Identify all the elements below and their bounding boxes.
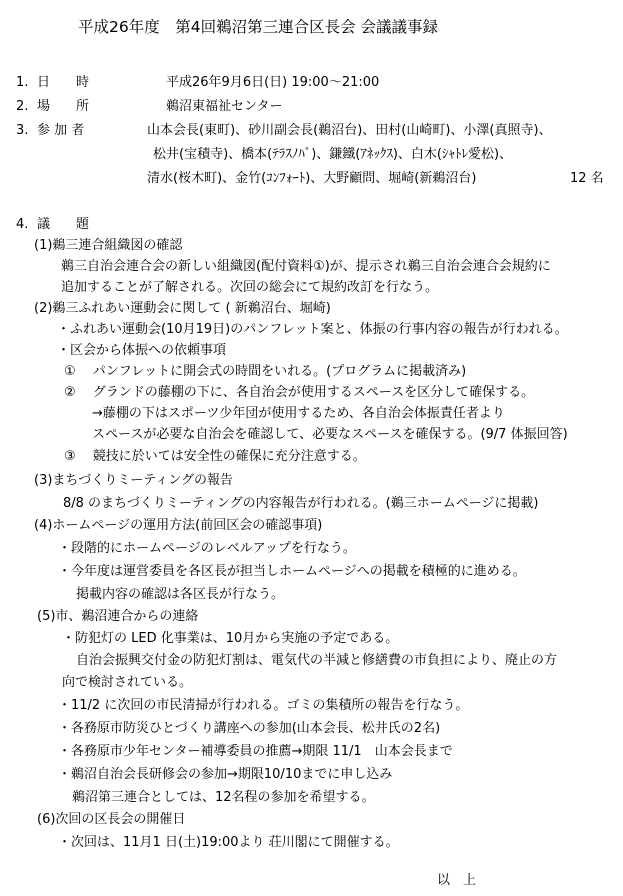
agenda-line: 鵜三自治会連合会の新しい組織図(配付資料①)が、提示され鵜三自治会連合会規約に <box>61 259 551 274</box>
agenda-line: ・11/2 に次回の市民清掃が行われる。ゴミの集積所の報告を行なう。 <box>58 698 469 713</box>
place-value: 鵜沼東福祉センター <box>166 99 283 114</box>
agenda-line: ② グランドの藤棚の下に、各自治会が使用するスペースを区分して確保する。 <box>64 385 535 400</box>
agenda-line: ① パンフレットに開会式の時間をいれる。(プログラムに掲載済み) <box>64 364 467 379</box>
item-number-date: 1. <box>16 75 29 90</box>
attendees-line: 清水(桜木町)、金竹(ｺﾝﾌｫｰﾄ)、大野顧問、堀崎(新鵜沼台) <box>147 171 477 186</box>
agenda-label: 議 題 <box>37 217 90 232</box>
agenda-line: 鵜沼第三連合としては、12名程の参加を希望する。 <box>72 790 375 805</box>
agenda-line: ・各務原市防災ひとづくり講座への参加(山本会長、松井氏の2名) <box>58 721 441 736</box>
attendees-line: 山本会長(東町)、砂川副会長(鵜沼台)、田村(山崎町)、小澤(真照寺)、 <box>147 123 552 138</box>
agenda-heading-4: (4)ホームページの運用方法(前回区会の確認事項) <box>34 518 323 533</box>
attendees-label: 参 加 者 <box>37 123 85 138</box>
place-label: 場 所 <box>37 99 90 114</box>
agenda-line: ・段階的にホームページのレベルアップを行なう。 <box>58 541 356 556</box>
agenda-line: 向で検討されている。 <box>62 675 193 690</box>
item-number-agenda: 4. <box>16 217 29 232</box>
agenda-line: ・次回は、11月1 日(土)19:00より 荘川閣にて開催する。 <box>58 835 399 850</box>
agenda-line: ③ 競技に於いては安全性の確保に充分注意する。 <box>64 449 366 464</box>
agenda-line: ・鵜沼自治会長研修会の参加→期限10/10までに申し込み <box>58 767 393 782</box>
agenda-line: 追加することが了解される。次回の総会にて規約改訂を行なう。 <box>61 280 439 295</box>
agenda-line: ・各務原市少年センター補導委員の推薦→期限 11/1 山本会長まで <box>58 744 453 759</box>
agenda-line: ・防犯灯の LED 化事業は、10月から実施の予定である。 <box>62 631 399 646</box>
date-value: 平成26年9月6日(日) 19:00～21:00 <box>166 75 380 90</box>
agenda-line: ・ふれあい運動会(10月19日)のパンフレット案と、体振の行事内容の報告が行われる。 <box>57 322 568 337</box>
agenda-heading-2: (2)鵜三ふれあい運動会に関して ( 新鵜沼台、堀崎) <box>34 301 331 316</box>
item-number-attendees: 3. <box>16 123 29 138</box>
agenda-line: スペースが必要な自治会を確認して、必要なスペースを確保する。(9/7 体振回答) <box>92 427 568 442</box>
date-label: 日 時 <box>37 75 90 90</box>
closing-text: 以 上 <box>437 873 477 888</box>
agenda-line: →藤棚の下はスポーツ少年団が使用するため、各自治会体振責任者より <box>92 406 505 421</box>
document-title: 平成26年度 第4回鵜沼第三連合区長会 会議議事録 <box>78 18 439 36</box>
attendees-line: 松井(宝積寺)、橋本(ﾃﾗｽﾉﾊﾞ)、鎌鐵(ｱﾈｯｸｽ)、白木(ｼｬﾄﾚ愛松)、 <box>153 147 513 162</box>
agenda-line: 自治会振興交付金の防犯灯割は、電気代の半減と修繕費の市負担により、廃止の方 <box>76 653 558 668</box>
agenda-line: 掲載内容の確認は各区長が行なう。 <box>76 587 285 602</box>
agenda-line: 8/8 のまちづくりミーティングの内容報告が行われる。(鵜三ホームページに掲載) <box>63 496 539 511</box>
agenda-heading-5: (5)市、鵜沼連合からの連絡 <box>37 609 199 624</box>
agenda-heading-3: (3)まちづくりミーティングの報告 <box>34 473 233 488</box>
agenda-line: ・今年度は運営委員を各区長が担当しホームページへの掲載を積極的に進める。 <box>58 564 526 579</box>
item-number-place: 2. <box>16 99 29 114</box>
agenda-line: ・区会から体振への依頼事項 <box>57 343 227 358</box>
agenda-heading-1: (1)鵜三連合組織図の確認 <box>34 238 183 253</box>
agenda-heading-6: (6)次回の区長会の開催日 <box>37 812 186 827</box>
attendees-count: 12 名 <box>570 171 604 186</box>
